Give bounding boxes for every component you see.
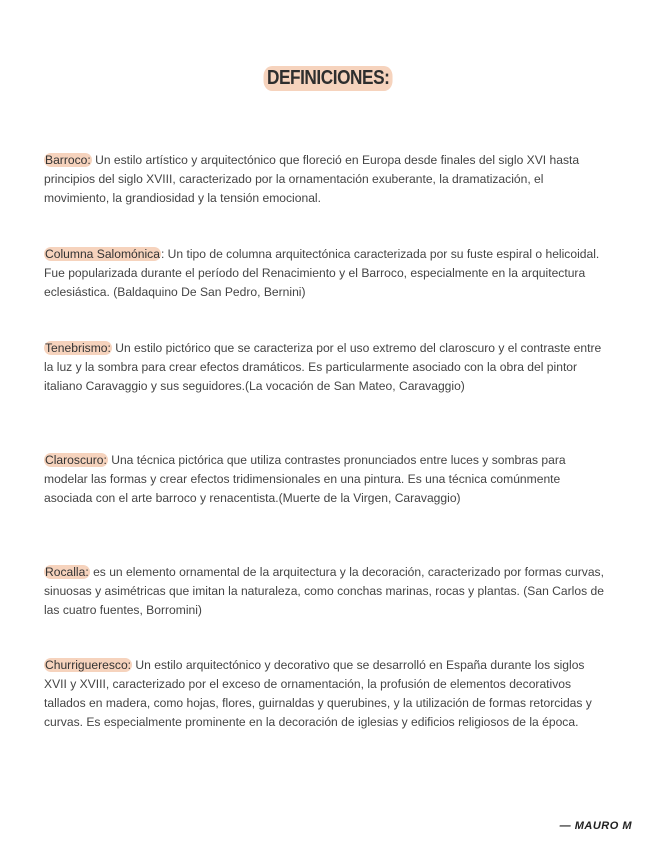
definition-term: Columna Salomónica (45, 247, 160, 261)
definition-term: Barroco: (45, 153, 91, 167)
definition-text: es un elemento ornamental de la arquitectura y la decoración, caracterizado por formas curvas, sinuosas y asimétricas que imitan la naturaleza, como conchas marinas, rocas y plantas. (San Carlos de las cuatro fuentes, Borromini) (44, 565, 604, 617)
title-container (0, 66, 656, 91)
definition-columna-salomonica (44, 245, 610, 302)
definition-term: Rocalla: (45, 565, 89, 579)
definition-text: : Un tipo de columna arquitectónica caracterizada por su fuste espiral o helicoidal. Fue popularizada durante el período del Renacimiento y el Barroco, especialmente en la arquitectura eclesiástica. (Baldaquino De San Pedro, Bernini) (44, 247, 600, 299)
author-signature: — MAURO M (559, 820, 632, 832)
definition-term: Churrigueresco: (45, 658, 132, 672)
definition-text: Un estilo arquitectónico y decorativo que se desarrolló en España durante los siglos XVII y XVIII, caracterizado por el exceso de ornamentación, la profusión de elementos decorativos tallados en madera, como hojas, flores, guirnaldas y querubines, y la utilización de formas retorcidas y curvas. Es especialmente prominente en la decoración de iglesias y edificios religiosos de la época. (44, 658, 592, 729)
definition-tenebrismo (44, 339, 610, 396)
definition-churrigueresco (44, 656, 610, 732)
definition-text: Un estilo pictórico que se caracteriza por el uso extremo del claroscuro y el contraste entre la luz y la sombra para crear efectos dramáticos. Es particularmente asociado con la obra del pintor italiano Caravaggio y sus seguidores.(La vocación de San Mateo, Caravaggio) (44, 341, 602, 393)
definition-term: Claroscuro: (45, 453, 107, 467)
definition-barroco (44, 151, 610, 208)
page-title: DEFINICIONES: (263, 66, 392, 91)
definition-term: Tenebrismo: (45, 341, 111, 355)
definition-text: Un estilo artístico y arquitectónico que floreció en Europa desde finales del siglo XVI hasta principios del siglo XVIII, caracterizado por la ornamentación exuberante, la dramatización, el movimiento, la grandiosidad y la tensión emocional. (44, 153, 580, 205)
definition-rocalla (44, 563, 610, 620)
definition-text: Una técnica pictórica que utiliza contrastes pronunciados entre luces y sombras para modelar las formas y crear efectos tridimensionales en una pintura. Es una técnica comúnmente asociada con el arte barroco y renacentista.(Muerte de la Virgen, Caravaggio) (44, 453, 566, 505)
definition-claroscuro (44, 451, 610, 508)
